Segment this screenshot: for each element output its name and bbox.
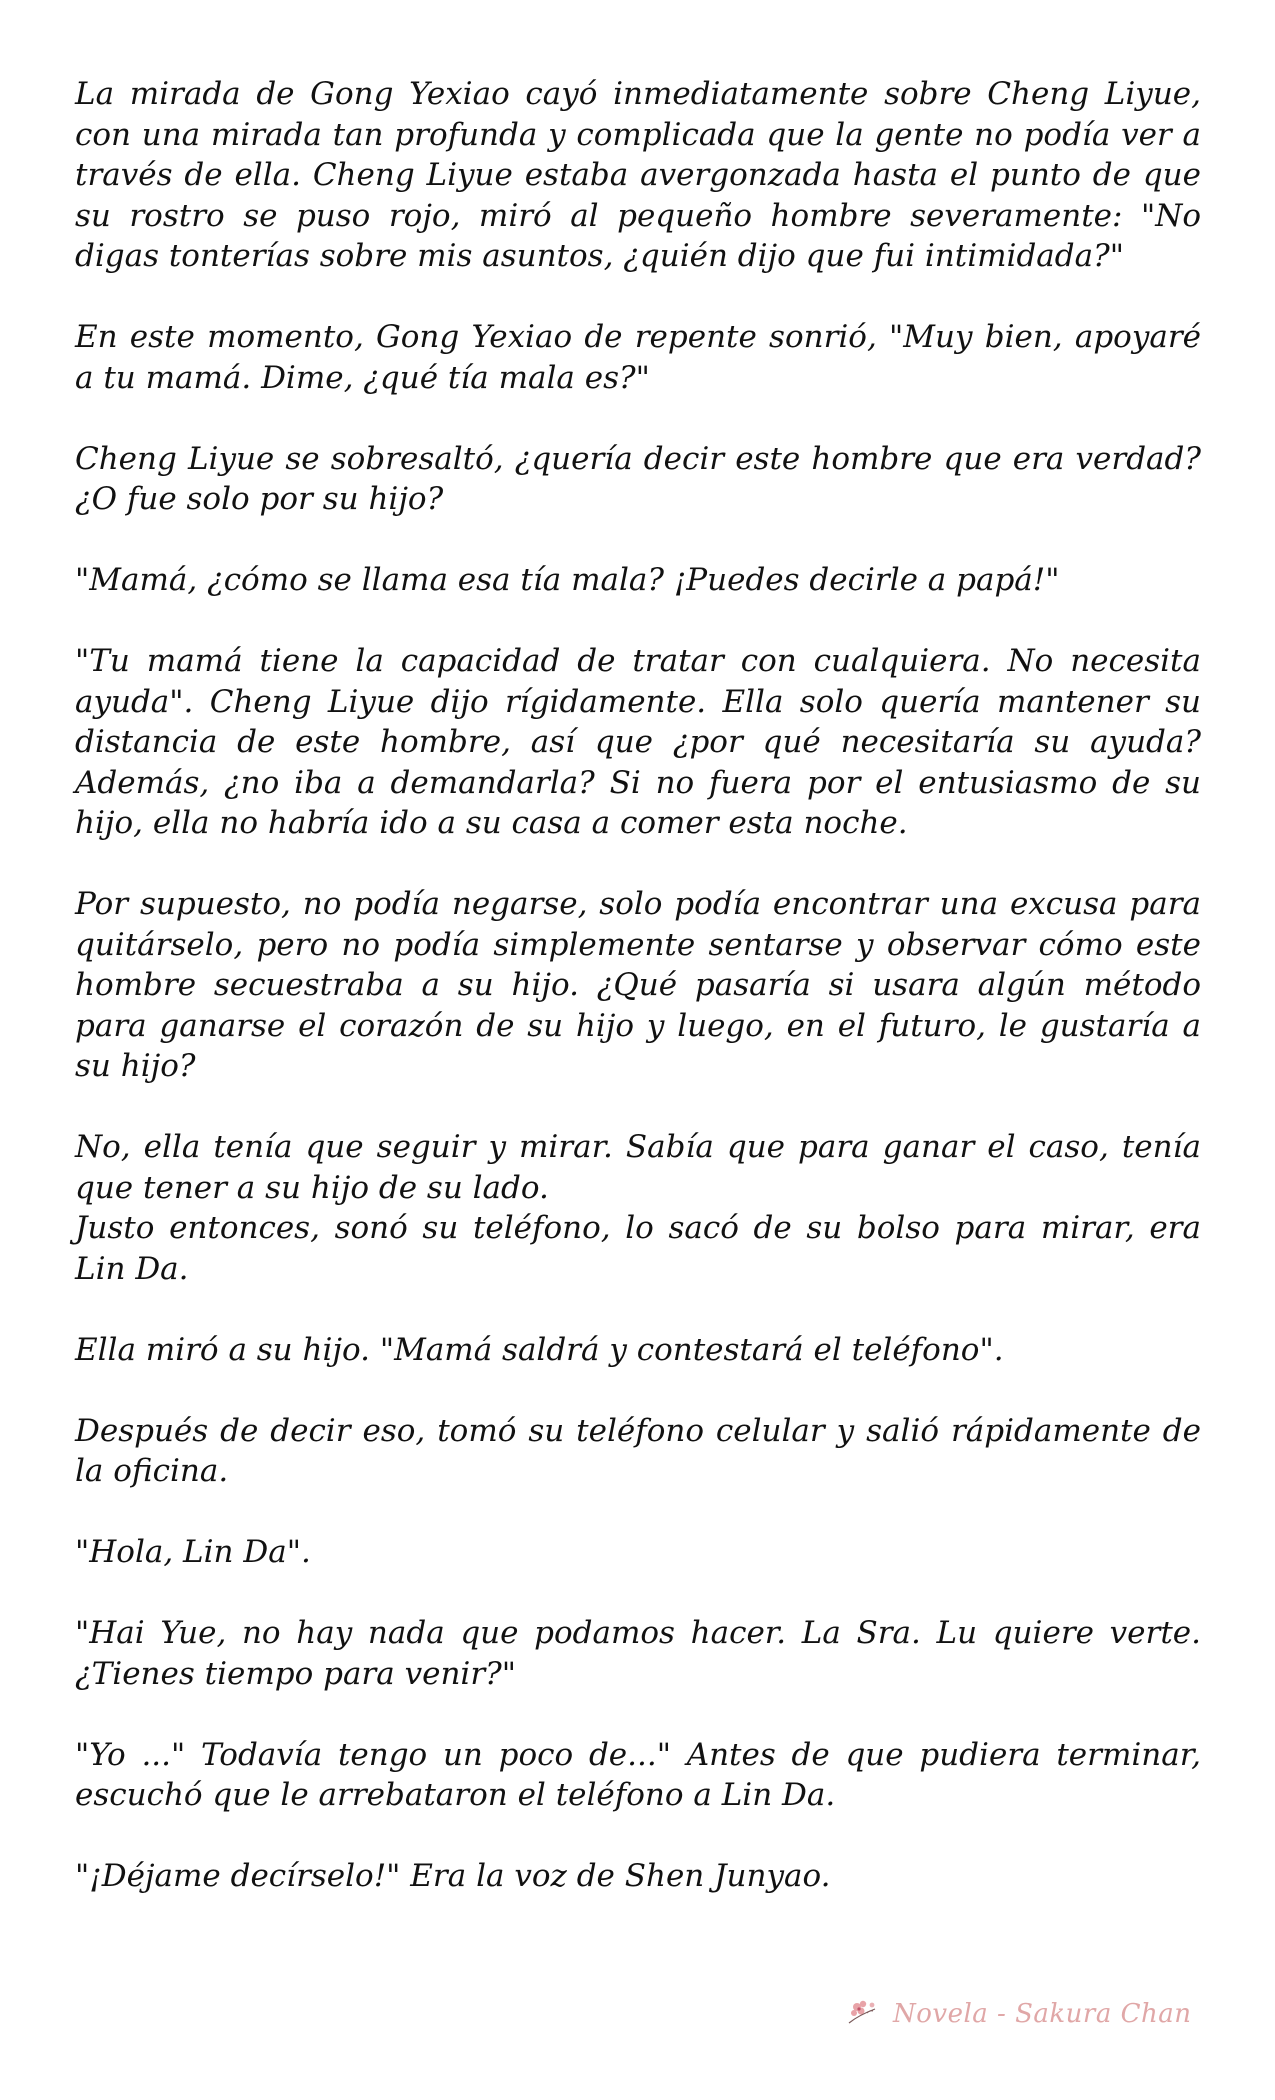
paragraph-2: En este momento, Gong Yexiao de repente sonrió, "Muy bien, apoyaré a tu mamá. Dime, ¿qué tía mala es?" xyxy=(75,319,1201,396)
paragraph-14: "¡Déjame decírselo!" Era la voz de Shen Junyao. xyxy=(75,1858,831,1894)
paragraph-5: "Tu mamá tiene la capacidad de tratar con cualquiera. No necesita ayuda". Cheng Liyue dijo rígidamente. Ella solo quería mantener su distancia de este hombre, así que ¿por qué necesitaría su ayuda? Además, ¿no iba a demandarla? Si no fuera por el entusiasmo de su hijo, ella no habría ido a su casa a comer esta noche. xyxy=(75,643,1201,841)
paragraph-12: "Hai Yue, no hay nada que podamos hacer. La Sra. Lu quiere verte. ¿Tienes tiempo para venir?" xyxy=(75,1615,1201,1692)
watermark xyxy=(845,1994,1192,2034)
paragraph-9: Ella miró a su hijo. "Mamá saldrá y contestará el teléfono". xyxy=(75,1331,1004,1368)
paragraph-3: Cheng Liyue se sobresaltó, ¿quería decir este hombre que era verdad? ¿O fue solo por su hijo? xyxy=(75,440,1201,517)
paragraph-13: "Yo ..." Todavía tengo un poco de..." Antes de que pudiera terminar, escuchó que le arrebataron el teléfono a Lin Da. xyxy=(75,1736,1201,1813)
sakura-flower-icon xyxy=(845,1997,893,2032)
paragraph-8: Justo entonces, sonó su teléfono, lo sacó de su bolso para mirar, era Lin Da. xyxy=(75,1210,1201,1287)
paragraph-11: "Hola, Lin Da". xyxy=(75,1534,311,1570)
paragraph-1: La mirada de Gong Yexiao cayó inmediatamente sobre Cheng Liyue, con una mirada tan profunda y complicada que la gente no podía ver a través de ella. Cheng Liyue estaba avergonzada hasta el punto de que su rostro se puso rojo, miró al pequeño hombre severamente: "No digas tonterías sobre mis asuntos, ¿quién dijo que fui intimidada?" xyxy=(75,76,1201,274)
paragraph-7: No, ella tenía que seguir y mirar. Sabía que para ganar el caso, tenía que tener a su hijo de su lado. xyxy=(75,1129,1201,1206)
document-body xyxy=(75,74,1201,1937)
paragraph-10: Después de decir eso, tomó su teléfono celular y salió rápidamente de la oficina. xyxy=(75,1412,1201,1489)
watermark-text: Novela - Sakura Chan xyxy=(893,1999,1192,2029)
paragraph-6: Por supuesto, no podía negarse, solo podía encontrar una excusa para quitárselo, pero no podía simplemente sentarse y observar cómo este hombre secuestraba a su hijo. ¿Qué pasaría si usara algún método para ganarse el corazón de su hijo y luego, en el futuro, le gustaría a su hijo? xyxy=(75,886,1201,1084)
paragraph-4: "Mamá, ¿cómo se llama esa tía mala? ¡Puedes decirle a papá!" xyxy=(75,562,1060,598)
